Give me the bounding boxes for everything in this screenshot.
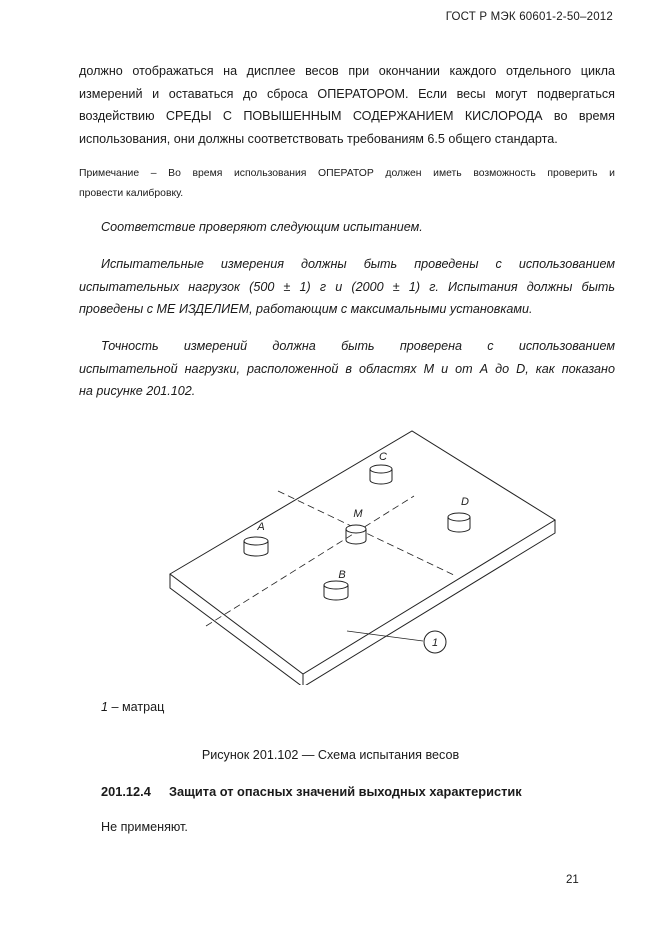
page-number: 21 — [566, 874, 579, 886]
paragraph-line: должно отображаться на дисплее весов при окончании каждого отдельного цикла — [79, 64, 615, 78]
paragraph-line: измерений и оставаться до сброса ОПЕРАТОРОМ. Если весы могут подвергаться — [79, 86, 615, 101]
paragraph-line: испытательных нагрузок (500 ± 1) г и (2000 ± 1) г. Испытания должны быть — [79, 279, 615, 294]
section-heading — [101, 784, 522, 799]
figure-scale-test-diagram — [160, 425, 590, 685]
legend-number: 1 — [101, 700, 109, 714]
section-number: 201.12.4 — [101, 784, 151, 799]
callout-number: 1 — [431, 637, 439, 649]
paragraph-line: проведены с МЕ ИЗДЕЛИЕМ, работающим с максимальными установками. — [79, 302, 533, 317]
compliance-statement: Соответствие проверяют следующим испытанием. — [101, 220, 423, 234]
label-d: D — [461, 496, 469, 508]
paragraph-accuracy — [79, 335, 615, 403]
note-line: провести калибровку. — [79, 188, 184, 199]
mattress-top-face — [170, 431, 555, 674]
paragraph-test-loads — [79, 253, 615, 321]
figure-caption: Рисунок 201.102 — Схема испытания весов — [201, 748, 460, 762]
label-m: M — [353, 508, 363, 520]
label-b: B — [338, 569, 346, 581]
paragraph-line: воздействию СРЕДЫ С ПОВЫШЕННЫМ СОДЕРЖАНИЕМ КИСЛОРОДА во время — [79, 109, 615, 124]
document-header: ГОСТ Р МЭК 60601-2-50–2012 — [445, 11, 613, 23]
legend-text: – матрац — [108, 700, 165, 714]
figure-legend — [101, 700, 164, 714]
paragraph-line: использования, они должны соответствовать требованиям 6.5 общего стандарта. — [79, 131, 558, 146]
label-a: A — [257, 521, 265, 533]
label-c: C — [379, 451, 387, 463]
section-title: Защита от опасных значений выходных характеристик — [169, 784, 522, 799]
paragraph-line: испытательной нагрузки, расположенной в областях М и от А до D, как показано — [79, 361, 615, 376]
paragraph-line: Испытательные измерения должны быть проведены с использованием — [101, 257, 615, 271]
not-applicable-text: Не применяют. — [101, 820, 188, 834]
note-calibration — [79, 164, 615, 204]
paragraph-line: на рисунке 201.102. — [79, 384, 196, 399]
paragraph-display-requirements — [79, 60, 615, 150]
note-line: Примечание – Во время использования ОПЕРАТОР должен иметь возможность проверить и — [79, 168, 615, 179]
paragraph-line: Точность измерений должна быть проверена с использованием — [101, 339, 615, 353]
